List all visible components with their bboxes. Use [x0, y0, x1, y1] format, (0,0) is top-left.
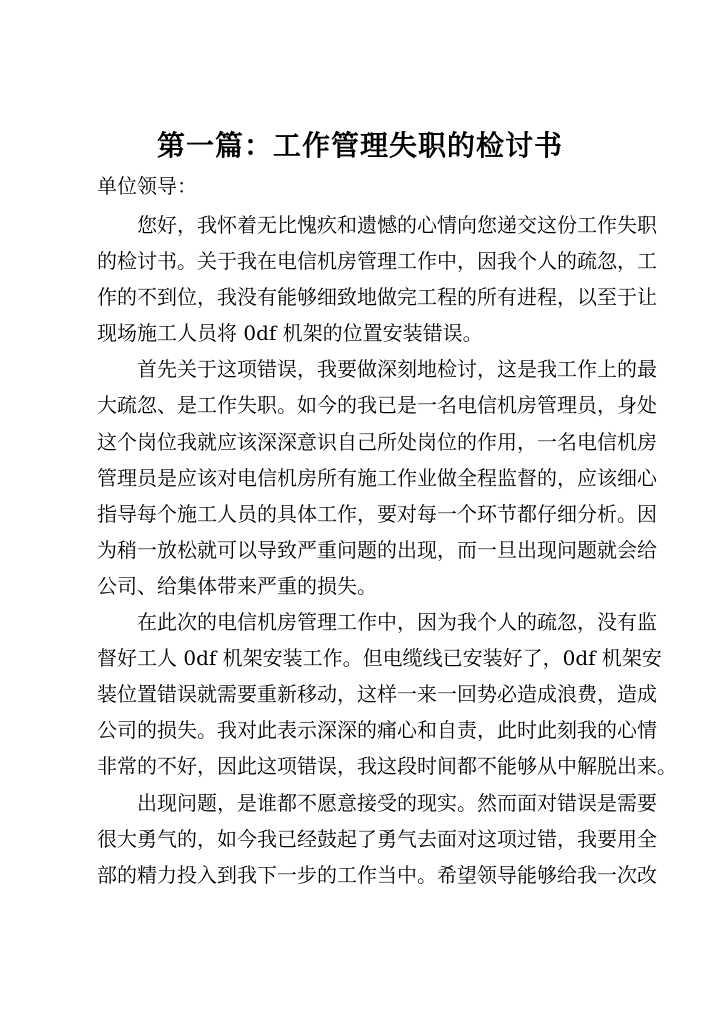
text-line: 装位置错误就需要重新移动，这样一来一回势必造成浪费，造成 [97, 682, 657, 707]
text-line: 大疏忽、是工作失职。如今的我已是一名电信机房管理员，身处 [97, 393, 657, 418]
text-line: 首先关于这项错误，我要做深刻地检讨，这是我工作上的最 [137, 357, 657, 382]
text-line: 很大勇气的，如今我已经鼓起了勇气去面对这项过错，我要用全 [97, 826, 657, 851]
paragraph-4 [97, 785, 657, 893]
text-line: 督好工人 0df 机架安装工作。但电缆线已安装好了，0df 机架安 [97, 646, 662, 671]
document-title: 第一篇：工作管理失职的检讨书 [156, 129, 563, 162]
text-line: 在此次的电信机房管理工作中，因为我个人的疏忽，没有监 [137, 610, 657, 635]
text-line: 公司、给集体带来严重的损失。 [97, 573, 377, 598]
salutation: 单位领导： [97, 174, 197, 198]
text-line: 非常的不好，因此这项错误，我这段时间都不能够从中解脱出来。 [97, 754, 677, 779]
paragraph-1 [97, 207, 657, 351]
text-line: 指导每个施工人员的具体工作，要对每一个环节都仔细分析。因 [97, 501, 657, 526]
paragraph-3 [97, 604, 677, 784]
text-line: 公司的损失。我对此表示深深的痛心和自责，此时此刻我的心情 [97, 718, 657, 743]
text-line: 管理员是应该对电信机房所有施工作业做全程监督的，应该细心 [97, 465, 657, 490]
document-body [97, 207, 677, 893]
text-line: 部的精力投入到我下一步的工作当中。希望领导能够给我一次改 [97, 862, 657, 887]
text-line: 出现问题，是谁都不愿意接受的现实。然而面对错误是需要 [137, 790, 657, 815]
text-line: 您好，我怀着无比愧疚和遗憾的心情向您递交这份工作失职 [137, 213, 657, 237]
text-line: 为稍一放松就可以导致严重问题的出现，而一旦出现问题就会给 [97, 537, 657, 562]
text-line: 的检讨书。关于我在电信机房管理工作中，因我个人的疏忽，工 [97, 249, 657, 274]
text-line: 现场施工人员将 0df 机架的位置安装错误。 [97, 321, 483, 346]
text-line: 这个岗位我就应该深深意识自己所处岗位的作用，一名电信机房 [97, 429, 657, 454]
paragraph-2 [97, 351, 657, 604]
text-line: 作的不到位，我没有能够细致地做完工程的所有进程，以至于让 [97, 285, 657, 310]
